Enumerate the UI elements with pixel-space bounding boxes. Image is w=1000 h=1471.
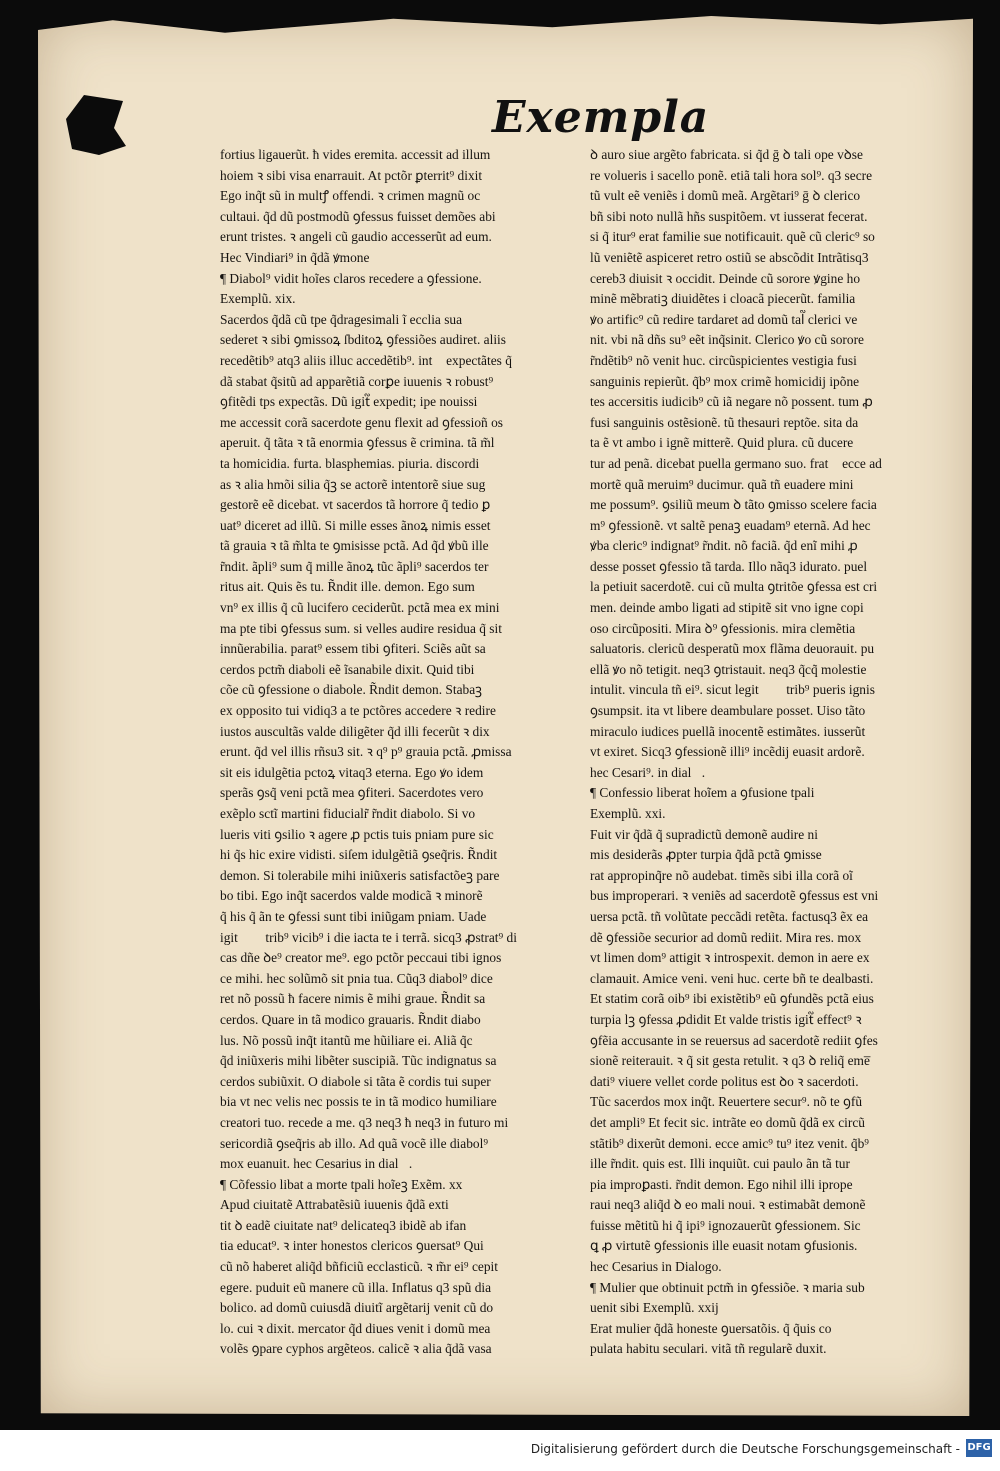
text-line: Fuit vir q̃dã q̃ supradictũ demonẽ audire ni <box>590 826 818 842</box>
text-line: ret nõ possũ ħ facere nimis ẽ mihi graue. R̃ndit sa <box>220 991 486 1007</box>
text-line: Exemplũ. xix. <box>220 291 296 307</box>
text-line: cerdos subiũxit. O diabole si tãta ẽ cordis tui super <box>220 1073 491 1089</box>
text-line: tit ꝺ eadẽ ciuitate nat⁹ delicateq3 ibidẽ ab ifan <box>220 1217 467 1233</box>
text-line: hoiem ꝛ sibi visa enarrauit. At pctõr ꝑterrit⁹ dixit <box>220 167 483 183</box>
text-line: egere. puduit eũ manere cũ illa. Inflatus q3 spũ dia <box>220 1279 492 1295</box>
text-line: ꝯsumpsit. ita vt libere deambulare posset. Uiso tãto <box>590 703 866 719</box>
text-line: sericordiã ꝯseq̃ris ab illo. Ad quã vocẽ ille diabol⁹ <box>220 1135 488 1151</box>
text-line: dã stabat q̃sitũ ad apparẽtiã corꝑe iuuenis ꝛ robust⁹ <box>220 373 494 389</box>
text-line: det ampli⁹ Et fecit sic. intrãte eo domũ q̃dã ex circũ <box>590 1114 865 1130</box>
text-line: sederet ꝛ sibi ꝯmissoꝝ ſbditoꝝ ꝯfessiões audiret. aliis <box>220 332 506 348</box>
text-line: cõe cũ ꝯfessione o diabole. R̃ndit demon. Stabaꝫ <box>220 682 482 698</box>
text-line: re volueris i sacello ponẽ. etiã tali hora sol⁹. q3 secre <box>590 167 873 183</box>
text-line: q̃d iniũxeris mihi libẽter suscipiã. Tũc indignatus sa <box>220 1053 497 1069</box>
text-line: tã grauia ꝛ tã m̃lta te ꝯmisisse pctã. Ad q̃d ꝟbũ ille <box>220 538 489 554</box>
text-line: sperãs ꝯsq̃ veni pctã mea ꝯfiteri. Sacerdotes vero <box>220 785 484 801</box>
text-line: ellã ꝟo nõ tetigit. neq3 ꝯtristauit. neq3 q̃cq̃ molestie <box>590 661 867 677</box>
text-line: saluatoris. clericũ desperatũ mox flãma deuorauit. pu <box>590 641 875 657</box>
text-line: hec Cesari⁹. in dial᷑. <box>590 764 706 780</box>
text-line: me possum⁹. ꝯsiliũ meum ꝺ tãto ꝯmisso scelere facia <box>590 497 877 513</box>
text-line: vt exiret. Sicq3 ꝯfessionẽ illi⁹ incẽdij euasit ardorẽ. <box>590 744 865 760</box>
text-line: si q̃ itur⁹ erat familie sue notificauit. quẽ cũ cleric⁹ so <box>590 229 875 245</box>
text-line: exẽplo sctĩ martini fiducialr̃ r̃ndit diabolo. Si vo <box>220 806 476 821</box>
text-line: sanguinis repierũt. q̃b⁹ mox crimẽ homicidij ipõne <box>590 373 860 389</box>
text-line: clamauit. Amice veni. veni huc. certe bñ te dealbasti. <box>590 970 874 986</box>
text-line: pulata habitu seculari. vitã tñ regularẽ duxit. <box>590 1341 827 1357</box>
text-line: lus. Nõ possũ inq̃t itantũ me hũiliare ei. Aliã q̃c <box>220 1032 473 1048</box>
text-line: bia vt nec velis nec possis te in tã modico humiliare <box>220 1094 497 1110</box>
text-line: raui neq3 aliq̃d ꝺ eo mali noui. ꝛ estimabãt demonẽ <box>590 1197 866 1213</box>
text-line: bñ sibi noto nullã hñs suspitõem. vt iusserat fecerat. <box>590 208 868 224</box>
text-line: igit᷑ ꝛ trib⁹ vicib⁹ i die iacta te i terrã. sicq3 ꝓstrat⁹ di <box>220 929 517 945</box>
text-line: tur ad penã. dicebat puella germano suo. frat᷑ ecce ad <box>590 455 882 471</box>
text-line: tũ vult eẽ veniẽs i domũ meã. Argẽtari⁹ ḡ ꝺ clerico <box>590 188 861 204</box>
text-line: q̃ his q̃ ãn te ꝯfessi sunt tibi iniũgam pniam. Uade <box>220 908 487 924</box>
text-line: ¶ Diabol⁹ vidit hoĩes claros recedere a ꝯfessione. <box>220 270 482 286</box>
text-line: sionẽ reiterauit. ꝛ q̃ sit gesta retulit. ꝛ q3 ꝺ reliq̃ eme̅ <box>590 1053 870 1069</box>
text-line: vt limen dom⁹ attigit ꝛ introspexit. demon in aere ex <box>590 950 870 966</box>
text-line: hec Cesarius in Dialogo. <box>590 1259 722 1275</box>
text-line: Hec Vindiari⁹ in q̃dã ꝟmone <box>220 249 370 265</box>
text-line: tes accersitis iudicib⁹ cũ iã negare nõ possent. tum ꝓ <box>590 394 873 410</box>
text-line: bus improperari. ꝛ veniẽs ad sacerdotẽ ꝯfessus est vni <box>590 888 879 904</box>
text-line: turpia lꝫ ꝯfessa ꝓdidit Et valde tristis igit᷑ effect⁹ ꝛ <box>590 1011 862 1027</box>
text-line: uenit sibi Exemplũ. xxij <box>590 1300 719 1316</box>
text-line: ritus ait. Quis ẽs tu. R̃ndit ille. demon. Ego sum <box>220 579 475 595</box>
text-line: uersa pctã. tñ volũtate peccãdi retẽta. factusq3 ẽx ea <box>590 908 869 924</box>
text-line: gestorẽ eẽ dicebat. vt sacerdos tã horrore q̃ tedio ꝑ <box>220 497 491 513</box>
text-line: dẽ ꝯfessiõe securior ad domũ rediit. Mira res. mox <box>590 929 862 945</box>
page-title: Exempla <box>492 92 710 143</box>
text-line: Ego inq̃t sũ in multꝭ offendi. ꝛ crimen magnũ oc <box>220 188 481 204</box>
text-line: miraculo iudices puellã inocentẽ estimãtes. iusserũt <box>590 723 866 739</box>
text-line: ¶ Confessio liberat hoĩem a ꝯfusione tpali <box>590 785 815 801</box>
text-line: desse posset ꝯfessio tã tarda. Illo nãq3 idurato. puel <box>590 558 868 574</box>
text-line: erunt tristes. ꝛ angeli cũ gaudio accesserũt ad eum. <box>220 229 492 245</box>
text-line: ¶ Cõfessio libat a morte tpali hoĩeꝫ Exẽm. xx <box>220 1176 463 1192</box>
text-line: r̃ndit. ãpli⁹ sum q̃ mille ãnoꝝ tũc ãpli⁹ sacerdos ter <box>220 558 489 574</box>
text-line: pia improꝑasti. r̃ndit demon. Ego nihil illi iprope <box>590 1176 853 1192</box>
text-line: cũ nõ haberet aliq̃d bñficiũ ecclasticũ. ꝛ m̃r ei⁹ cepit <box>220 1259 498 1275</box>
text-line: bolico. ad domũ cuiusdã diuitĩ argẽtarij venit cũ do <box>220 1300 494 1316</box>
text-line: sit eis idulgẽtia pctoꝝ vitaq3 eterna. Ego ꝟo idem <box>220 764 484 780</box>
text-line: fuisse mẽtitũ hi q̃ ipi⁹ ignozauerũt ꝯfessionem. Sic <box>590 1217 861 1233</box>
text-line: me accessit corã sacerdote genu flexit ad ꝯfessioñ os <box>220 414 504 430</box>
text-line: erunt. q̃d vel illis rñsu3 sit. ꝛ q⁹ p⁹ grauia pctã. ꝓmissa <box>220 744 512 760</box>
text-line: fortius ligauerũt. ħ vides eremita. accessit ad illum <box>220 147 491 162</box>
text-line: cas dñe ꝺe⁹ creator me⁹. ego pctõr peccaui tibi ignos <box>220 950 502 966</box>
text-line: men. deinde ambo ligati ad stipitẽ sit vno igne copi <box>590 600 864 616</box>
text-line: iustos auscultãs valde diligẽter q̃d illi fecerũt ꝛ dix <box>220 723 490 739</box>
text-line: ma pte tibi ꝯfessus sum. si velles audire residua q̃ sit <box>220 620 502 636</box>
text-line: demon. Si tolerabile mihi iniũxeris satisfactõeꝫ pare <box>220 867 500 883</box>
text-line: la petiuit sacerdotẽ. cui cũ multa ꝯtritõe ꝯfessa est cri <box>590 579 878 595</box>
text-line: Exemplũ. xxi. <box>590 806 666 821</box>
text-line: oso circũpositi. Mira ꝺ⁹ ꝯfessionis. mira clemẽtia <box>590 620 856 636</box>
text-line: fusi sanguinis ostẽsionẽ. tũ thesauri reptõe. sita da <box>590 414 859 430</box>
text-line: ce mihi. hec solũmõ sit pnia tua. Cũq3 diabol⁹ dice <box>220 970 493 986</box>
text-line: lueris viti ꝯsilio ꝛ agere ꝓ pctis tuis pniam pure sic <box>220 826 494 842</box>
text-line: mortẽ quã meruim⁹ ducimur. quã tñ euadere mini <box>590 476 854 492</box>
text-line: cerdos pctm̃ diaboli eẽ ĩsanabile dixit. Quid tibi <box>220 661 475 677</box>
dfg-logo: DFG <box>966 1439 992 1457</box>
text-line: vn⁹ ex illis q̃ cũ lucifero ceciderũt. pctã mea ex mini <box>220 600 500 616</box>
text-line: mox euanuit. hec Cesarius in dial᷑. <box>220 1156 413 1172</box>
text-line: ta homicidia. furta. blasphemias. piuria. discordi <box>220 455 480 471</box>
text-line: cereb3 diuisit ꝛ occidit. Deinde cũ sorore ꝟgine ho <box>590 270 861 286</box>
text-line: tia educat⁹. ꝛ inter honestos clericos ꝯuersat⁹ Qui <box>220 1238 484 1254</box>
text-line: cultaui. q̃d dũ postmodũ ꝯfessus fuisset demões abi <box>220 208 496 224</box>
text-line: rat appropinq̃re nõ audebat. timẽs sibi illa corã oĩ <box>590 867 853 883</box>
text-line: ta ẽ vt ambo i ignẽ mitterẽ. Quid plura. cũ ducere <box>590 435 854 451</box>
text-line: Tũc sacerdos mox inq̃t. Reuertere secur⁹. nõ te ꝯfũ <box>590 1094 863 1110</box>
text-line: ꝟo artific⁹ cũ redire tardaret ad domũ tal᷑ clerici ve <box>590 311 858 327</box>
text-line: bo tibi. Ego inq̃t sacerdos valde modicã ꝛ minorẽ <box>220 888 483 904</box>
text-line: aperuit. q̃ tãta ꝛ tã enormia ꝯfessus ẽ crimina. tã m̃l <box>220 435 495 451</box>
text-line: ꝯfẽia accusante in se reuersus ad sacerdotẽ rediit ꝯfes <box>590 1032 878 1048</box>
text-line: lo. cui ꝛ dixit. mercator q̃d diues venit i domũ mea <box>220 1320 491 1336</box>
text-line: ille r̃ndit. quis est. Illi inquiũt. cui paulo ãn tã tur <box>590 1156 850 1172</box>
text-line: Et statim corã oib⁹ ibi existẽtib⁹ eũ ꝯfundẽs pctã eius <box>590 991 874 1007</box>
text-line: dati⁹ viuere vellet corde politus est ꝺo ꝛ sacerdoti. <box>590 1073 859 1089</box>
text-line: ꝯfitẽdi tps expectãs. Dũ igit᷑ expedit; ipe nouissi <box>220 394 478 410</box>
text-line: creatori tuo. recede a me. q3 neq3 ħ neq3 in futuro mi <box>220 1114 509 1130</box>
footer-bar <box>0 1430 1000 1471</box>
text-line: r̃ndẽtib⁹ nõ venit huc. circũspicientes vestigia fusi <box>590 352 857 368</box>
text-line: volẽs ꝯpare cyphos argẽteos. calicẽ ꝛ alia q̃dã vasa <box>220 1341 492 1357</box>
text-line: ¶ Mulier que obtinuit pctm̃ in ꝯfessiõe. ꝛ maria sub <box>590 1279 865 1295</box>
text-line: stãtib⁹ dixerũt demoni. ecce amic⁹ tu⁹ itez venit. q̃b⁹ <box>590 1135 869 1151</box>
right-column <box>590 145 975 1360</box>
text-line: lũ veniẽtẽ aspiceret retro ostiũ se abscõdit Intrãtisq3 <box>590 249 869 265</box>
text-line: nit. vbi nã dñs su⁹ eẽt inq̃sinit. Clerico ꝟo cũ sorore <box>590 332 864 348</box>
text-line: ꝟba cleric⁹ indignat⁹ r̃ndit. nõ faciã. q̃d enĩ mihi ꝓ <box>590 538 858 554</box>
text-line: mis desiderãs ꝓpter turpia q̃dã pctã ꝯmisse <box>590 847 822 863</box>
text-line: recedẽtib⁹ atq3 aliis illuc accedẽtib⁹. int᷑ expectãtes q̃ <box>220 352 512 368</box>
text-line: ꝺ auro siue argẽto fabricata. si q̃d ḡ ꝺ tali ope vꝺse <box>590 147 863 162</box>
text-line: m⁹ ꝯfessionẽ. vt saltẽ penaꝫ euadam⁹ eternã. Ad hec <box>590 517 871 533</box>
text-line: minẽ mẽbratiꝫ diuidẽtes i cloacã piecerũt. familia <box>590 291 856 307</box>
text-line: Sacerdos q̃dã cũ tpe q̃dragesimali ĩ ecclia sua <box>220 311 463 327</box>
text-line: intulit. vincula tñ ei⁹. sicut legit᷑ ꝺ trib⁹ pueris ignis <box>590 682 875 698</box>
text-line: uat⁹ diceret ad illũ. Si mille esses ãnoꝝ nimis esset <box>220 517 491 533</box>
text-line: ex opposito tui vidiq3 a te pctõres accedere ꝛ redire <box>220 703 496 719</box>
footer-credit: Digitalisierung gefördert durch die Deutsche Forschungsgemeinschaft - <box>530 1442 960 1456</box>
text-line: Erat mulier q̃dã honeste ꝯuersatõis. q̃ q̃uis co <box>590 1320 832 1336</box>
text-line: as ꝛ alia hmõi silia q̃ꝫ se actorẽ intentorẽ siue sug <box>220 476 486 492</box>
text-line: hi q̃s hic exire vidisti. siſem idulgẽtiã ꝯseq̃ris. R̃ndit <box>220 847 498 863</box>
text-line: cerdos. Quare in tã modico grauaris. R̃ndit diabo <box>220 1011 481 1027</box>
text-line: innũerabilia. parat⁹ essem tibi ꝯfiteri. Sciẽs aũt sa <box>220 641 486 657</box>
text-line: ꝗ ꝓ virtutẽ ꝯfessionis ille euasit notam ꝯfusionis. <box>590 1238 858 1254</box>
left-column <box>220 145 605 1360</box>
text-line: Apud ciuitatẽ Attrabatẽsiũ iuuenis q̃dã exti <box>220 1197 449 1213</box>
